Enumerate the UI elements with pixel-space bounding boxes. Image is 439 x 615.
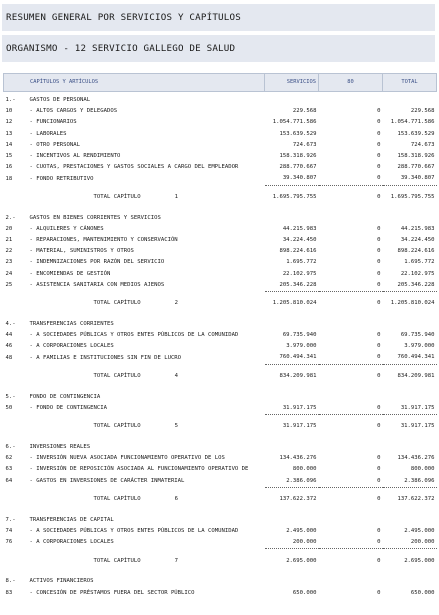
table-row <box>4 129 437 140</box>
total-chapter-number: 7 <box>174 557 179 564</box>
total-chapter-number: 4 <box>174 372 179 379</box>
article-zero: 0 <box>377 477 381 484</box>
article-amount: 134.436.276 <box>279 455 317 462</box>
article-total: 760.494.341 <box>397 354 435 361</box>
table-row <box>4 403 437 415</box>
article-total: 134.436.276 <box>397 455 435 462</box>
total-zero: 0 <box>319 185 383 210</box>
article-code: 22 <box>5 248 13 255</box>
article-amount: 229.568 <box>292 108 317 115</box>
total-label: TOTAL CAPÍTULO <box>93 423 141 430</box>
chapter-row <box>4 392 437 403</box>
article-code: 12 <box>5 119 13 126</box>
article-zero: 0 <box>377 455 381 462</box>
article-amount: 69.735.940 <box>282 332 317 339</box>
chapter-total-row <box>4 291 437 316</box>
chapter-total-row <box>4 185 437 210</box>
article-zero: 0 <box>377 119 381 126</box>
table-row <box>4 352 437 364</box>
article-label: - FONDO RETRIBUTIVO <box>29 175 94 182</box>
total-label-cell <box>28 549 265 574</box>
article-zero: 0 <box>377 108 381 115</box>
article-label: - ENCOMIENDAS DE GESTIÓN <box>29 270 111 277</box>
chapter-code: 4.- <box>5 320 16 327</box>
article-amount: 39.340.807 <box>282 175 317 182</box>
table-row <box>4 587 437 598</box>
article-amount: 200.000 <box>292 539 317 546</box>
total-label: TOTAL CAPÍTULO <box>93 372 141 379</box>
article-code: 46 <box>5 343 13 350</box>
article-label: - CONCESIÓN DE PRÉSTAMOS FUERA DEL SECTOR PÚBLICO <box>29 589 195 596</box>
total-label-cell <box>28 487 265 512</box>
table-row <box>4 106 437 117</box>
total-label-cell <box>28 364 265 389</box>
article-label: - LABORALES <box>29 130 67 137</box>
article-label: - INVERSIÓN NUEVA ASOCIADA FUNCIONAMIENTO OPERATIVO DE LOS <box>29 455 225 462</box>
budget-table <box>3 73 437 599</box>
total-label: TOTAL CAPÍTULO <box>93 193 141 200</box>
article-label: - FONDO DE CONTINGENCIA <box>29 405 107 412</box>
article-amount: 1.054.771.586 <box>272 119 317 126</box>
chapter-code: 1.- <box>5 97 16 104</box>
article-zero: 0 <box>377 404 381 411</box>
article-amount: 22.102.975 <box>282 270 317 277</box>
chapter-title: GASTOS DE PERSONAL <box>29 97 91 104</box>
article-amount: 2.386.096 <box>286 477 317 484</box>
table-row <box>4 537 437 549</box>
table-row <box>4 151 437 162</box>
article-zero: 0 <box>377 354 381 361</box>
article-amount: 1.695.772 <box>286 259 317 266</box>
table-row <box>4 235 437 246</box>
total-sum: 31.917.175 <box>383 414 437 439</box>
article-total: 158.318.926 <box>397 153 435 160</box>
chapter-code: 5.- <box>5 393 16 400</box>
organism-title: ORGANISMO - 12 SERVICIO GALLEGO DE SALUD <box>2 35 435 62</box>
total-label-cell <box>28 185 265 210</box>
total-amount: 1.205.810.024 <box>265 291 319 316</box>
total-code-cell <box>4 185 28 210</box>
total-zero: 0 <box>319 549 383 574</box>
chapter-title: TRANSFERENCIAS CORRIENTES <box>29 320 114 327</box>
article-total: 2.386.096 <box>404 477 435 484</box>
total-code-cell <box>4 414 28 439</box>
chapter-total-row <box>4 487 437 512</box>
total-chapter-number: 1 <box>174 193 179 200</box>
total-zero: 0 <box>319 487 383 512</box>
table-row <box>4 330 437 341</box>
article-zero: 0 <box>377 259 381 266</box>
article-amount: 153.639.529 <box>279 130 317 137</box>
article-label: - A FAMILIAS E INSTITUCIONES SIN FIN DE LUCRO <box>29 354 182 361</box>
chapter-row <box>4 213 437 224</box>
article-label: - GASTOS EN INVERSIONES DE CARÁCTER INMATERIAL <box>29 477 185 484</box>
article-zero: 0 <box>377 164 381 171</box>
article-amount: 898.224.616 <box>279 248 317 255</box>
total-code-cell <box>4 487 28 512</box>
article-code: 15 <box>5 153 13 160</box>
article-code: 63 <box>5 466 13 473</box>
chapter-row <box>4 442 437 453</box>
table-row <box>4 280 437 292</box>
article-code: 16 <box>5 164 13 171</box>
article-total: 69.735.940 <box>400 332 435 339</box>
article-zero: 0 <box>377 130 381 137</box>
article-label: - A CORPORACIONES LOCALES <box>29 539 114 546</box>
article-label: - OTRO PERSONAL <box>29 141 81 148</box>
table-row <box>4 476 437 488</box>
total-zero: 0 <box>319 364 383 389</box>
total-label-cell <box>28 291 265 316</box>
article-zero: 0 <box>377 175 381 182</box>
article-label: - INVERSIÓN DE REPOSICIÓN ASOCIADA AL FUNCIONAMIENTO OPERATIVO DE <box>29 466 249 473</box>
chapter-total-row <box>4 414 437 439</box>
article-amount: 288.770.667 <box>279 164 317 171</box>
article-zero: 0 <box>377 270 381 277</box>
total-sum: 1.205.810.024 <box>383 291 437 316</box>
total-zero: 0 <box>319 291 383 316</box>
table-row <box>4 464 437 475</box>
chapter-title: TRANSFERENCIAS DE CAPITAL <box>29 516 114 523</box>
table-row <box>4 268 437 279</box>
table-row <box>4 140 437 151</box>
total-amount: 1.695.795.755 <box>265 185 319 210</box>
chapter-title: FONDO DE CONTINGENCIA <box>29 393 101 400</box>
article-amount: 650.000 <box>292 589 317 596</box>
article-zero: 0 <box>377 539 381 546</box>
chapter-total-row <box>4 549 437 574</box>
chapter-code: 2.- <box>5 214 16 221</box>
total-label: TOTAL CAPÍTULO <box>93 495 141 502</box>
chapter-row <box>4 576 437 587</box>
article-label: - ALTOS CARGOS Y DELEGADOS <box>29 108 118 115</box>
article-amount: 3.979.000 <box>286 343 317 350</box>
article-total: 2.495.000 <box>404 527 435 534</box>
table-row <box>4 246 437 257</box>
article-code: 50 <box>5 405 13 412</box>
table-row <box>4 162 437 173</box>
chapter-total-row <box>4 364 437 389</box>
total-label: TOTAL CAPÍTULO <box>93 300 141 307</box>
article-zero: 0 <box>377 248 381 255</box>
table-row <box>4 526 437 537</box>
article-label: - ASISTENCIA SANITARIA CON MEDIOS AJENOS <box>29 281 165 288</box>
article-zero: 0 <box>377 236 381 243</box>
chapter-code: 7.- <box>5 516 16 523</box>
article-total: 1.054.771.586 <box>390 119 435 126</box>
article-zero: 0 <box>377 332 381 339</box>
column-label-capitulos: CAPÍTULOS Y ARTÍCULOS <box>30 79 99 85</box>
article-label: - A CORPORACIONES LOCALES <box>29 343 114 350</box>
total-sum: 2.695.000 <box>383 549 437 574</box>
article-amount: 205.346.228 <box>279 281 317 288</box>
article-amount: 31.917.175 <box>282 404 317 411</box>
report-title: RESUMEN GENERAL POR SERVICIOS Y CAPÍTULOS <box>2 4 435 31</box>
article-code: 83 <box>5 589 13 596</box>
total-chapter-number: 6 <box>174 495 179 502</box>
article-label: - FUNCIONARIOS <box>29 119 77 126</box>
total-sum: 137.622.372 <box>383 487 437 512</box>
total-sum: 834.209.981 <box>383 364 437 389</box>
article-zero: 0 <box>377 527 381 534</box>
article-total: 153.639.529 <box>397 130 435 137</box>
article-zero: 0 <box>377 343 381 350</box>
chapter-title: INVERSIONES REALES <box>29 444 91 451</box>
table-header-row <box>4 74 437 92</box>
article-code: 18 <box>5 175 13 182</box>
chapter-code: 6.- <box>5 444 16 451</box>
article-code: 14 <box>5 141 13 148</box>
total-code-cell <box>4 291 28 316</box>
article-amount: 760.494.341 <box>279 354 317 361</box>
article-total: 1.695.772 <box>404 259 435 266</box>
article-total: 3.979.000 <box>404 343 435 350</box>
table-row <box>4 453 437 464</box>
chapter-title: GASTOS EN BIENES CORRIENTES Y SERVICIOS <box>29 214 161 221</box>
total-code-cell <box>4 549 28 574</box>
article-code: 24 <box>5 270 13 277</box>
article-total: 39.340.807 <box>400 175 435 182</box>
article-label: - ALQUILERES Y CÁNONES <box>29 225 104 232</box>
article-amount: 44.215.983 <box>282 225 317 232</box>
total-amount: 31.917.175 <box>265 414 319 439</box>
article-label: - INCENTIVOS AL RENDIMIENTO <box>29 153 121 160</box>
total-amount: 137.622.372 <box>265 487 319 512</box>
article-code: 25 <box>5 281 13 288</box>
article-amount: 800.000 <box>292 466 317 473</box>
article-amount: 2.495.000 <box>286 527 317 534</box>
article-label: - INDEMNIZACIONES POR RAZÓN DEL SERVICIO <box>29 259 165 266</box>
table-row <box>4 224 437 235</box>
article-code: 13 <box>5 130 13 137</box>
article-code: 44 <box>5 332 13 339</box>
chapter-row <box>4 515 437 526</box>
article-total: 898.224.616 <box>397 248 435 255</box>
article-code: 10 <box>5 108 13 115</box>
article-total: 800.000 <box>410 466 435 473</box>
article-code: 23 <box>5 259 13 266</box>
total-amount: 834.209.981 <box>265 364 319 389</box>
table-row <box>4 341 437 352</box>
article-total: 205.346.228 <box>397 281 435 288</box>
article-total: 200.000 <box>410 539 435 546</box>
total-label-cell <box>28 414 265 439</box>
article-code: 76 <box>5 539 13 546</box>
table-body <box>4 92 437 599</box>
column-header-capitulos <box>4 74 265 92</box>
article-total: 22.102.975 <box>400 270 435 277</box>
total-zero: 0 <box>319 414 383 439</box>
article-total: 229.568 <box>410 108 435 115</box>
total-amount: 2.695.000 <box>265 549 319 574</box>
article-zero: 0 <box>377 225 381 232</box>
chapter-title: ACTIVOS FINANCIEROS <box>29 578 94 585</box>
article-code: 74 <box>5 527 13 534</box>
chapter-code: 8.- <box>5 578 16 585</box>
article-total: 34.224.450 <box>400 236 435 243</box>
article-label: - MATERIAL, SUMINISTROS Y OTROS <box>29 248 134 255</box>
chapter-row <box>4 95 437 106</box>
article-label: - REPARACIONES, MANTENIMIENTO Y CONSERVACIÓN <box>29 236 178 243</box>
article-label: - CUOTAS, PRESTACIONES Y GASTOS SOCIALES A CARGO DEL EMPLEADOR <box>29 164 239 171</box>
article-zero: 0 <box>377 141 381 148</box>
article-label: - A SOCIEDADES PÚBLICAS Y OTROS ENTES PÚBLICOS DE LA COMUNIDAD <box>29 527 239 534</box>
article-total: 31.917.175 <box>400 404 435 411</box>
table-row <box>4 117 437 128</box>
article-zero: 0 <box>377 281 381 288</box>
article-zero: 0 <box>377 466 381 473</box>
article-amount: 158.318.926 <box>279 153 317 160</box>
article-label: - A SOCIEDADES PÚBLICAS Y OTROS ENTES PÚBLICOS DE LA COMUNIDAD <box>29 332 239 339</box>
column-header-80: 80 <box>319 74 383 92</box>
article-total: 650.000 <box>410 589 435 596</box>
article-amount: 34.224.450 <box>282 236 317 243</box>
article-code: 62 <box>5 455 13 462</box>
article-code: 48 <box>5 354 13 361</box>
total-code-cell <box>4 364 28 389</box>
table-row <box>4 257 437 268</box>
column-header-total: TOTAL <box>383 74 437 92</box>
total-sum: 1.695.795.755 <box>383 185 437 210</box>
article-code: 20 <box>5 225 13 232</box>
article-total: 44.215.983 <box>400 225 435 232</box>
article-code: 64 <box>5 477 13 484</box>
column-header-servicios: SERVICIOS <box>265 74 319 92</box>
article-amount: 724.673 <box>292 141 317 148</box>
article-zero: 0 <box>377 589 381 596</box>
total-label: TOTAL CAPÍTULO <box>93 557 141 564</box>
article-total: 724.673 <box>410 141 435 148</box>
table-row <box>4 173 437 185</box>
total-chapter-number: 5 <box>174 423 179 430</box>
article-code: 21 <box>5 236 13 243</box>
chapter-row <box>4 319 437 330</box>
article-zero: 0 <box>377 153 381 160</box>
article-total: 288.770.667 <box>397 164 435 171</box>
total-chapter-number: 2 <box>174 300 179 307</box>
